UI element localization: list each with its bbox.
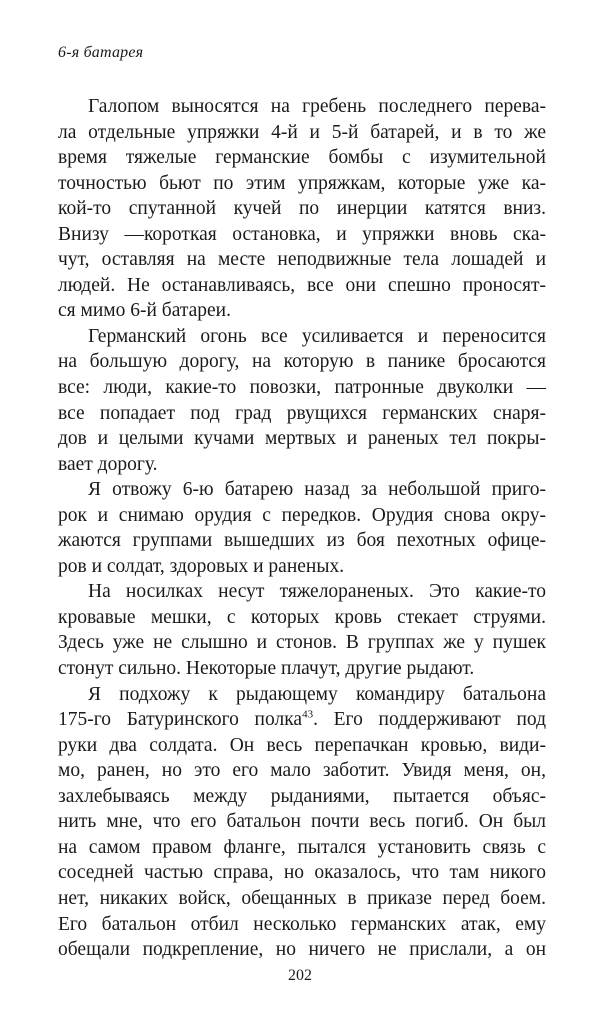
text-line: точностью бьют по этим упряжкам, которые уже ка-	[58, 172, 546, 194]
text-line: ся мимо 6-й батареи.	[58, 300, 231, 322]
text-line: Я отвожу 6-ю батарею назад за небольшой приго-	[88, 479, 546, 501]
text-line: обещали подкрепление, но ничего не прислали, а он	[58, 939, 546, 961]
text-line: стонут сильно. Некоторые плачут, другие рыдают.	[58, 658, 475, 680]
text-line: на самом правом фланге, пытался установить связь с	[58, 836, 546, 858]
text-line: Его батальон отбил несколько германских атак, ему	[58, 913, 546, 935]
text-line: Внизу —короткая остановка, и упряжки вновь ска-	[58, 223, 546, 245]
text-line: нет, никаких войск, обещанных в приказе перед боем.	[58, 887, 546, 909]
text-line: Здесь уже не слышно и стонов. В группах же у пушек	[58, 632, 546, 654]
text-line: кой-то спутанной кучей по инерции катятся вниз.	[58, 198, 546, 220]
body-text	[58, 94, 546, 963]
text-line: соседней частью справа, но оказалось, что там никого	[58, 862, 546, 884]
text-line: мо, ранен, но это его мало заботит. Увидя меня, он,	[58, 760, 546, 782]
footnote-ref: 43	[302, 708, 314, 721]
text-line: ла отдельные упряжки 4-й и 5-й батарей, и в то же	[58, 121, 546, 143]
line-text: 175-го Батуринского полка	[58, 709, 303, 731]
text-line: ров и солдат, здоровых и раненых.	[58, 555, 345, 577]
text-line: на большую дорогу, на которую в панике бросаются	[58, 351, 546, 373]
text-line: нить мне, что его батальон почти весь погиб. Он был	[58, 811, 546, 833]
text-line: дов и целыми кучами мертвых и раненых тел покры-	[58, 428, 546, 450]
line-text: . Его поддерживают под	[313, 709, 547, 731]
text-line: Я подхожу к рыдающему командиру батальона	[88, 683, 546, 705]
text-line: захлебываясь между рыданиями, пытается объяс-	[58, 785, 546, 807]
text-line: кровавые мешки, с которых кровь стекает струями.	[58, 606, 546, 628]
paragraph-4	[58, 579, 546, 681]
text-line-with-footnote	[58, 707, 546, 733]
paragraph-2	[58, 324, 546, 477]
text-line: время тяжелые германские бомбы с изумительной	[58, 147, 546, 169]
text-line: чут, оставляя на месте неподвижные тела лошадей и	[58, 249, 546, 271]
text-line: все: люди, какие-то повозки, патронные двуколки —	[58, 377, 546, 399]
paragraph-3	[58, 477, 546, 579]
paragraph-5	[58, 682, 546, 963]
text-line: Германский огонь все усиливается и переносится	[88, 325, 546, 347]
text-line: вает дорогу.	[58, 453, 158, 475]
text-line: людей. Не останавливаясь, все они спешно проносят-	[58, 274, 546, 296]
paragraph-1	[58, 94, 546, 324]
text-line: Галопом выносятся на гребень последнего перева-	[88, 96, 546, 117]
text-line: все попадает под град рвущихся германских снаря-	[58, 402, 546, 424]
running-head: 6-я батарея	[58, 44, 144, 61]
text-line: жаются группами вышедших из боя пехотных офице-	[58, 530, 546, 552]
page-number: 202	[288, 967, 312, 984]
text-line: рок и снимаю орудия с передков. Орудия снова окру-	[58, 504, 546, 526]
text-line: На носилках несут тяжелораненых. Это какие-то	[88, 581, 546, 603]
text-line: руки два солдата. Он весь перепачкан кровью, види-	[58, 734, 546, 756]
